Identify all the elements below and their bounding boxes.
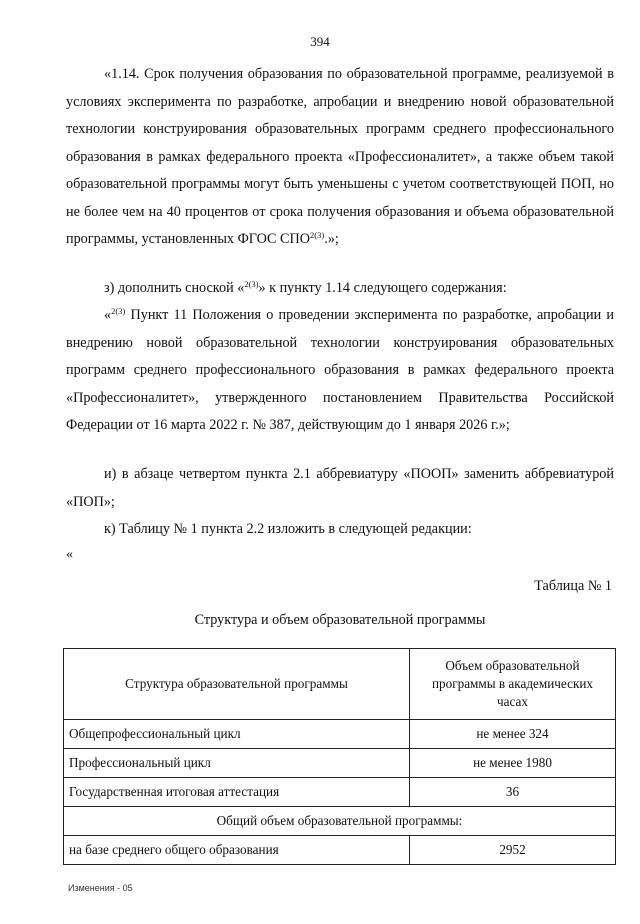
table-title: Структура и объем образовательной программы: [194, 612, 486, 628]
paragraph-z-end: » к пункту 1.14 следующего содержания:: [258, 280, 507, 296]
row-label: Государственная итоговая аттестация: [64, 778, 410, 807]
row-value: 2952: [410, 836, 616, 865]
table-row: [64, 720, 616, 749]
row-label: Общепрофессиональный цикл: [64, 720, 410, 749]
header-structure: Структура образовательной программы: [64, 649, 410, 720]
footnote-ref: 2(3): [310, 230, 325, 240]
total-label: Общий объем образовательной программы:: [64, 807, 616, 836]
table-total-row: [64, 807, 616, 836]
paragraph-footnote-open: «: [104, 307, 112, 323]
row-value: не менее 324: [410, 720, 616, 749]
row-value: не менее 1980: [410, 749, 616, 778]
page-number: 394: [310, 34, 330, 49]
paragraph-1-14: [66, 61, 614, 254]
paragraph-z-start: з) дополнить сноской «: [104, 280, 245, 296]
footnote-ref: 2(3): [244, 279, 259, 289]
table-row: [64, 836, 616, 865]
paragraph-1-14-end: .»;: [324, 231, 339, 247]
table-row: [64, 778, 616, 807]
paragraph-z: [66, 275, 614, 303]
row-label: на базе среднего общего образования: [64, 836, 410, 865]
footnote-ref: 2(3): [111, 306, 126, 316]
quote-open-mark: «: [66, 547, 73, 562]
program-structure-table: [63, 648, 616, 865]
header-volume: Объем образовательной программы в академических часах: [410, 649, 616, 720]
row-label: Профессиональный цикл: [64, 749, 410, 778]
paragraph-k: к) Таблицу № 1 пункта 2.2 изложить в следующей редакции:: [104, 521, 472, 537]
table-row: [64, 749, 616, 778]
footer-revision: Изменения - 05: [68, 883, 133, 893]
row-value: 36: [410, 778, 616, 807]
paragraph-i: и) в абзаце четвертом пункта 2.1 аббревиатуру «ПООП» заменить аббревиатурой «ПОП»;: [66, 466, 614, 510]
paragraph-footnote-body: Пункт 11 Положения о проведении эксперимента по разработке, апробации и внедрению новой образовательной технологии конструирования образовательных программ среднего профессионального образования в рамках федерального проекта «Профессионалитет», утвержденного постановлением Правительства Российской Федерации от 16 марта 2022 г. № 387, действующим до 1 января 2026 г.»;: [66, 307, 614, 433]
table-caption: Таблица № 1: [534, 578, 612, 594]
paragraph-footnote: [66, 302, 614, 440]
paragraph-1-14-text: «1.14. Срок получения образования по образовательной программе, реализуемой в условиях эксперимента по разработке, апробации и внедрению новой образовательной технологии конструирования образовательных программ среднего профессионального образования в рамках федерального проекта «Профессионалитет», а также объем такой образовательной программы могут быть уменьшены с учетом соответствующей ПОП, но не более чем на 40 процентов от срока получения образования и объема образовательной программы, установленных ФГОС СПО: [66, 66, 614, 247]
table-header-row: [64, 649, 616, 720]
